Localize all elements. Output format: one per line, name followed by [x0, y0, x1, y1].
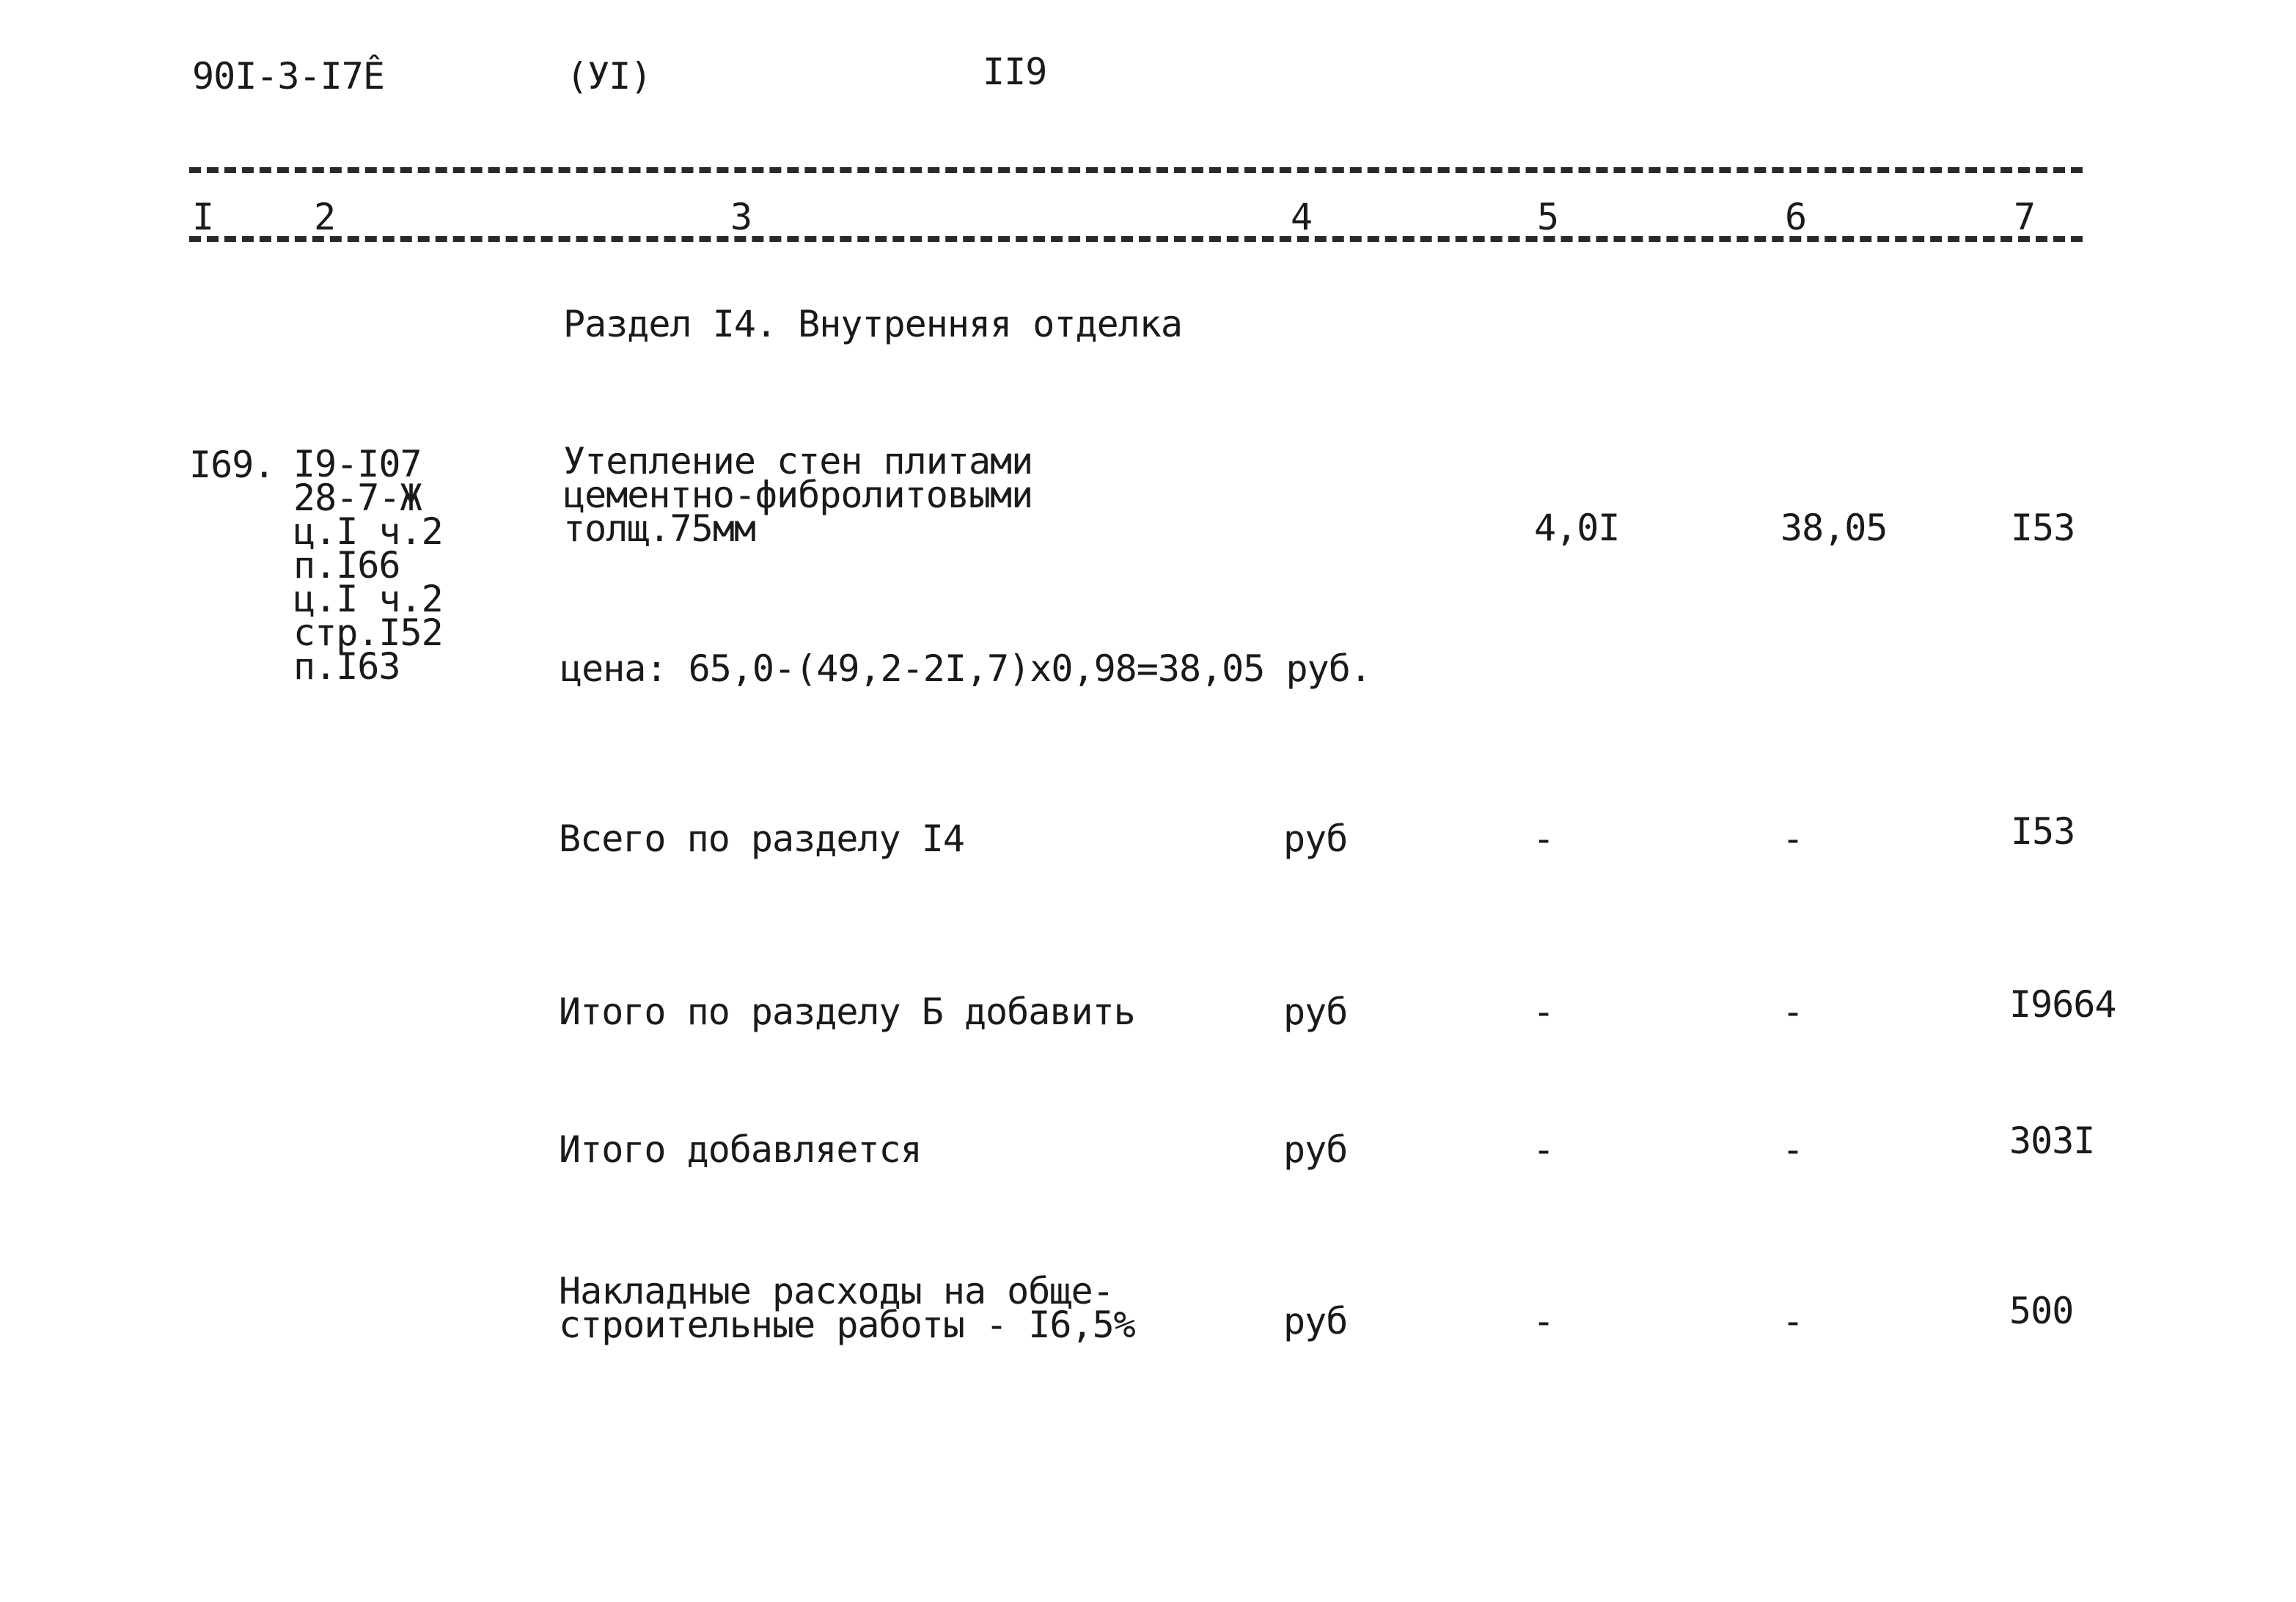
- total-row-unit: руб: [1283, 1128, 1348, 1171]
- total-row-col7: 303I: [2009, 1120, 2095, 1162]
- volume-label: (УI): [566, 55, 652, 98]
- item-description: Утепление стен плитами цементно-фибролитовыми толщ.75мм: [563, 440, 1033, 550]
- column-header-5: 5: [1537, 196, 1559, 238]
- total-row-col5: -: [1533, 1300, 1555, 1342]
- total-row-col7: 500: [2009, 1290, 2074, 1332]
- column-header-6: 6: [1785, 196, 1807, 238]
- total-row-label: Итого добавляется: [559, 1128, 922, 1171]
- column-header-1: I: [192, 196, 214, 238]
- total-row-col7: I53: [2011, 810, 2075, 853]
- item-col7-value: I53: [2011, 507, 2075, 549]
- total-row-unit: руб: [1283, 817, 1348, 860]
- column-header-7: 7: [2014, 196, 2036, 238]
- total-row-col6: -: [1782, 1300, 1804, 1342]
- document-code: 90I-3-I7Ê: [192, 55, 384, 98]
- section-title: Раздел I4. Внутренняя отделка: [563, 303, 1182, 345]
- total-row-col5: -: [1533, 1128, 1555, 1171]
- item-col6-value: 38,05: [1780, 507, 1888, 549]
- total-row-unit: руб: [1283, 991, 1348, 1033]
- column-header-3: 3: [730, 196, 752, 238]
- total-row-col7: I9664: [2009, 983, 2116, 1026]
- price-calculation: цена: 65,0-(49,2-2I,7)х0,98=38,05 руб.: [560, 647, 1371, 690]
- table-header-rule: [189, 236, 2083, 242]
- total-row-label: Накладные расходы на обще- строительные работы - I6,5%: [559, 1270, 1135, 1346]
- column-header-2: 2: [314, 196, 336, 238]
- item-col5-value: 4,0I: [1534, 507, 1620, 549]
- column-header-4: 4: [1291, 196, 1313, 238]
- total-row-col5: -: [1533, 991, 1555, 1033]
- page-number: II9: [983, 51, 1047, 93]
- total-row-col5: -: [1533, 817, 1555, 860]
- total-row-col6: -: [1782, 1128, 1804, 1171]
- total-row-col6: -: [1782, 817, 1804, 860]
- total-row-label: Итого по разделу Б добавить: [559, 991, 1135, 1033]
- total-row-col6: -: [1782, 991, 1804, 1033]
- item-number: I69.: [189, 444, 275, 486]
- item-references: I9-I07 28-7-Ж ц.I ч.2 п.I66 ц.I ч.2 стр.I52 п.I63: [293, 443, 443, 688]
- total-row-label: Всего по разделу I4: [559, 817, 964, 860]
- table-top-rule: [189, 167, 2083, 173]
- total-row-unit: руб: [1283, 1300, 1348, 1342]
